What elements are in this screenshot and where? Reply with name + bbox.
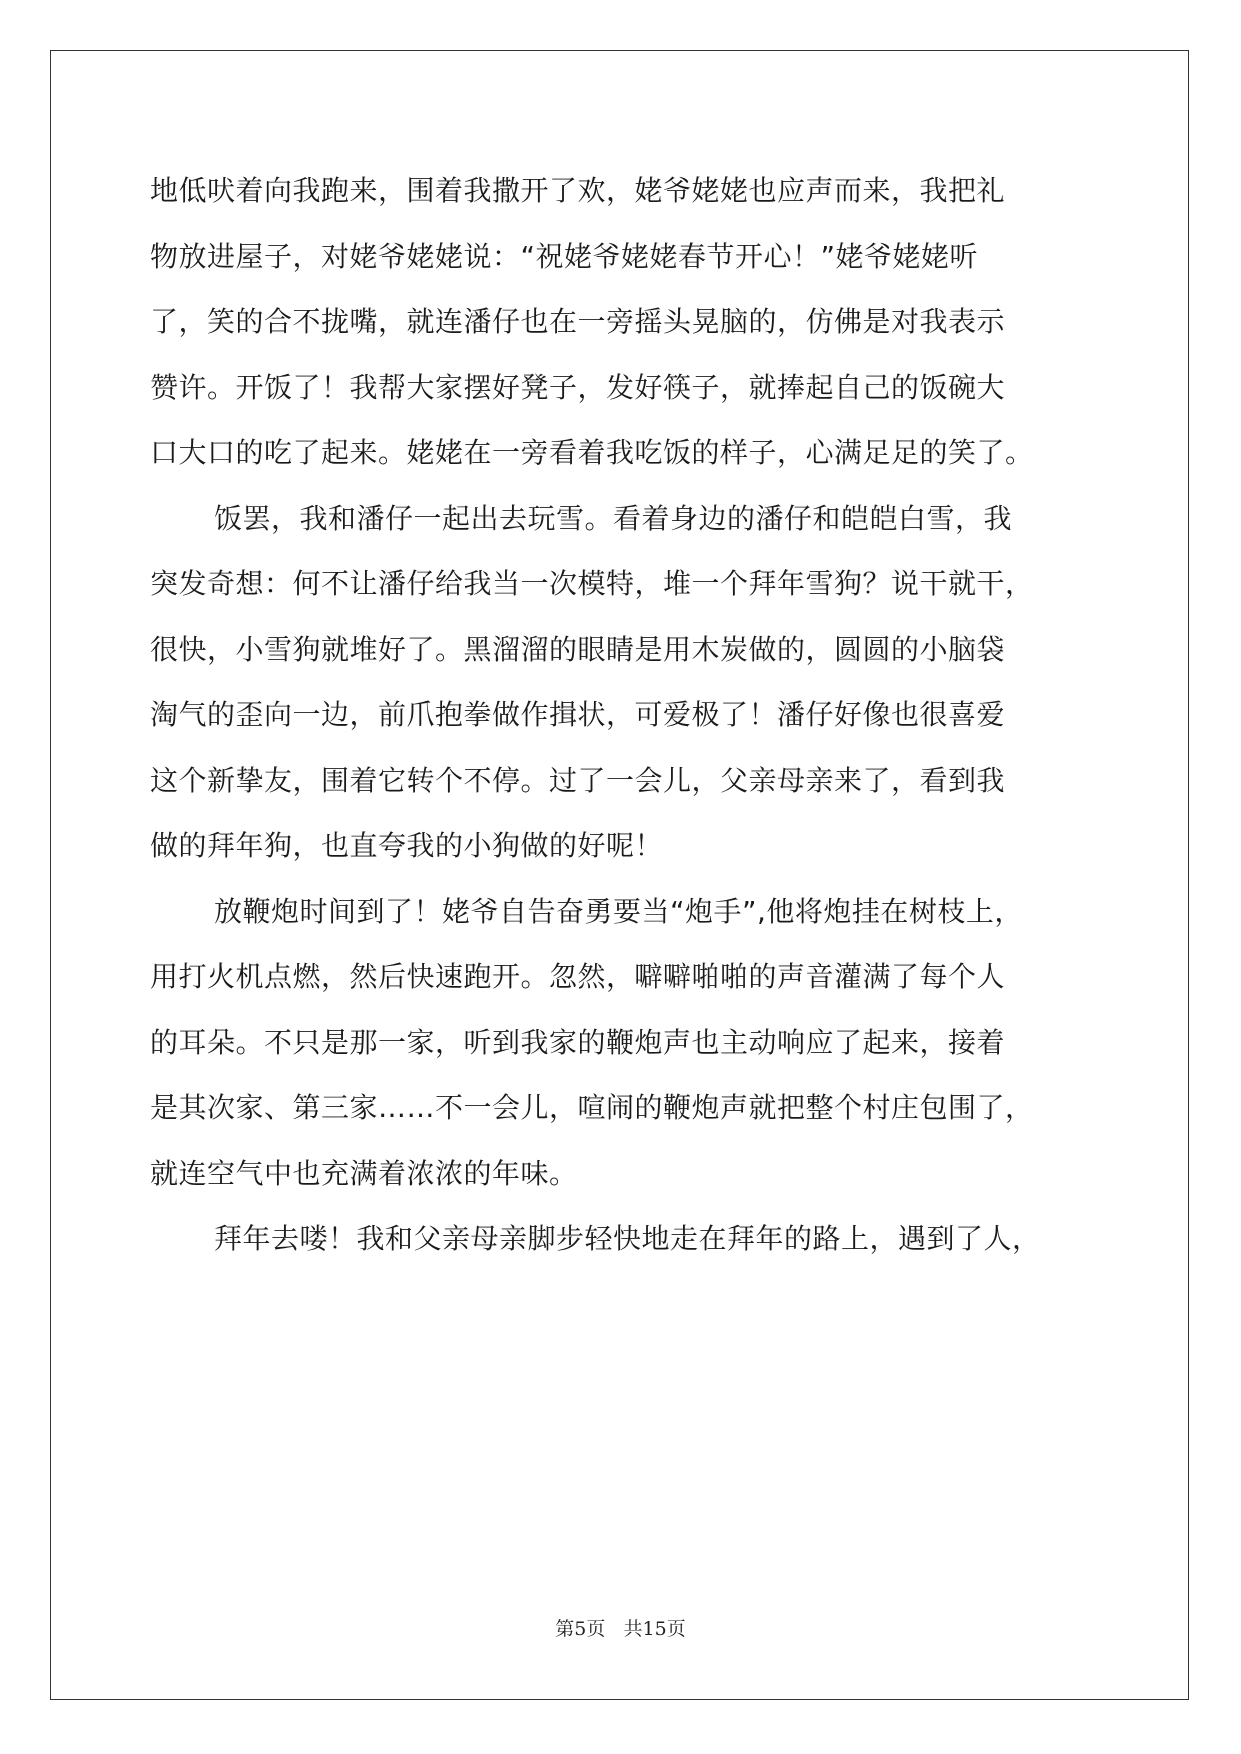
text-line: 饭罢，我和潘仔一起出去玩雪。看着身边的潘仔和皑皑白雪，我	[214, 501, 1013, 535]
text-line: 拜年去喽！我和父亲母亲脚步轻快地走在拜年的路上，遇到了人，	[214, 1222, 1041, 1255]
page-number-total: 共15页	[623, 1618, 686, 1640]
text-line: 地低吠着向我跑来，围着我撒开了欢，姥爷姥姥也应声而来，我把礼	[150, 174, 1006, 207]
text-line: 做的拜年狗，也直夸我的小狗做的好呢！	[150, 829, 664, 862]
text-line: 口大口的吃了起来。姥姥在一旁看着我吃饭的样子，心满足足的笑了。	[150, 436, 1034, 469]
text-line: 放鞭炮时间到了！姥爷自告奋勇要当“炮手”,他将炮挂在树枝上，	[214, 894, 1023, 928]
text-line: 用打火机点燃，然后快速跑开。忽然，噼噼啪啪的声音灌满了每个人	[150, 960, 1006, 993]
text-line: 赞许。开饭了！我帮大家摆好凳子，发好筷子，就捧起自己的饭碗大	[150, 370, 1006, 404]
text-line: 了，笑的合不拢嘴，就连潘仔也在一旁摇头晃脑的，仿佛是对我表示	[150, 305, 1006, 338]
text-line: 就连空气中也充满着浓浓的年味。	[150, 1156, 578, 1190]
text-line: 物放进屋子，对姥爷姥姥说：“祝姥爷姥姥春节开心！”姥爷姥姥听	[150, 239, 979, 273]
document-body	[150, 158, 1100, 1272]
paragraph	[150, 1206, 1100, 1272]
page-footer	[0, 1614, 1241, 1641]
text-line: 的耳朵。不只是那一家，听到我家的鞭炮声也主动响应了起来，接着	[150, 1025, 1006, 1059]
text-line: 这个新挚友，围着它转个不停。过了一会儿，父亲母亲来了，看到我	[150, 763, 1006, 797]
paragraph	[150, 158, 1100, 486]
text-line: 突发奇想：何不让潘仔给我当一次模特，堆一个拜年雪狗？说干就干，	[150, 567, 1034, 600]
paragraph	[150, 879, 1100, 1207]
page-number-current: 第5页	[555, 1618, 606, 1640]
paragraph	[150, 486, 1100, 879]
text-line: 是其次家、第三家……不一会儿，喧闹的鞭炮声就把整个村庄包围了，	[150, 1091, 1034, 1124]
text-line: 很快，小雪狗就堆好了。黑溜溜的眼睛是用木炭做的，圆圆的小脑袋	[150, 632, 1006, 666]
text-line: 淘气的歪向一边，前爪抱拳做作揖状，可爱极了！潘仔好像也很喜爱	[150, 698, 1006, 731]
